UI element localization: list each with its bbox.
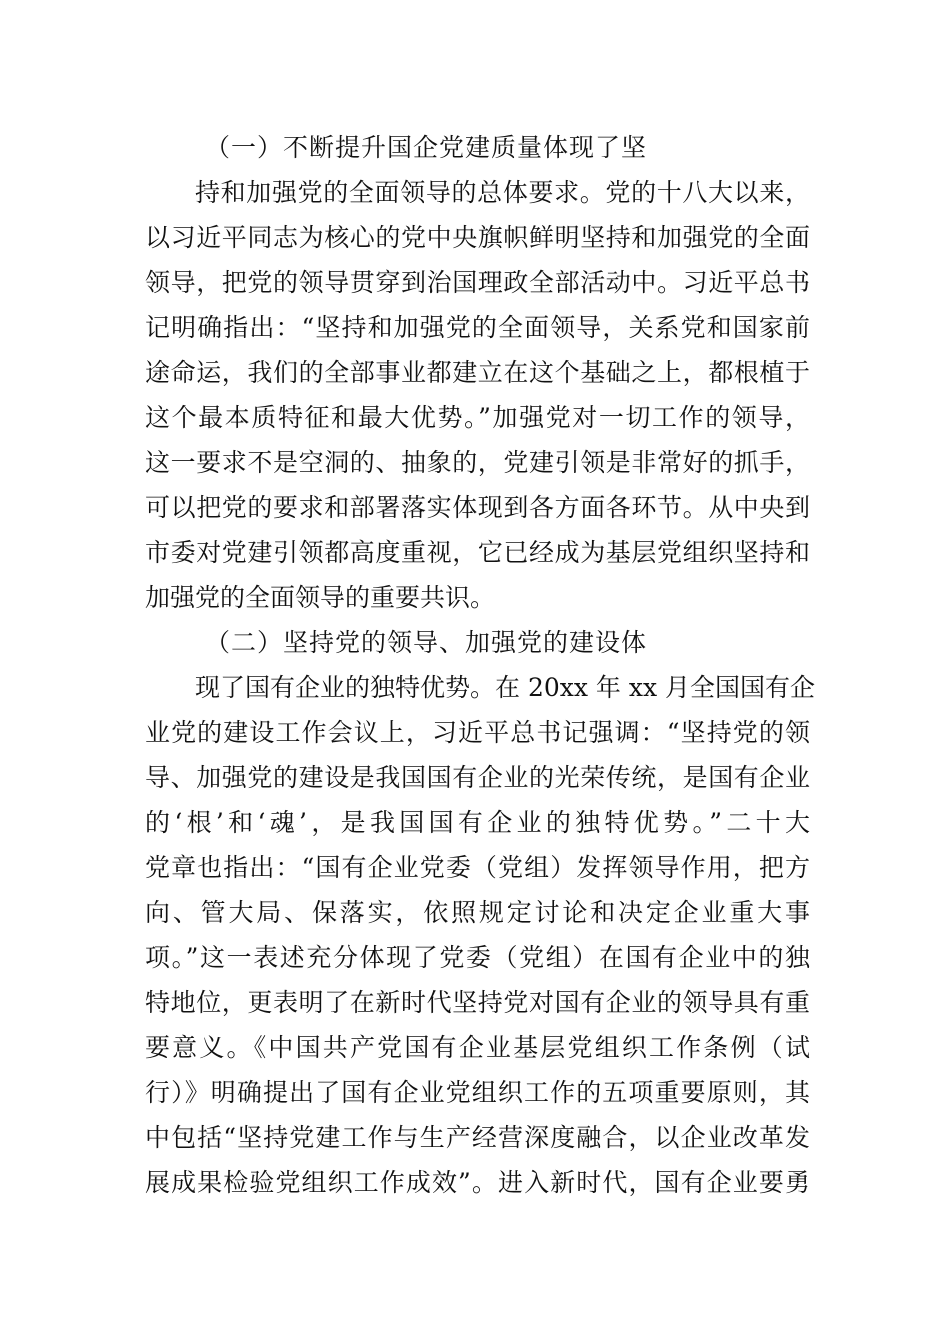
section-2-line-2: 业党的建设工作会议上，习近平总书记强调：“坚持党的领 xyxy=(145,718,810,747)
section-1-line-5: 途命运，我们的全部事业都建立在这个基础之上，都根植于 xyxy=(145,358,810,387)
section-2-line-10: 行）》明确提出了国有企业党组织工作的五项重要原则，其 xyxy=(145,1078,810,1107)
section-1-line-9: 市委对党建引领都高度重视，它已经成为基层党组织坚持和 xyxy=(145,538,810,567)
section-2-line-3: 导、加强党的建设是我国国有企业的光荣传统，是国有企业 xyxy=(145,763,810,792)
section-1-heading: （一）不断提升国企党建质量体现了坚 xyxy=(205,133,648,162)
section-2-line-1: 现了国有企业的独特优势。在 20xx 年 xx 月全国国有企 xyxy=(195,673,815,702)
section-2-line-6: 向、管大局、保落实，依照规定讨论和决定企业重大事 xyxy=(145,898,810,927)
section-1-line-8: 可以把党的要求和部署落实体现到各方面各环节。从中央到 xyxy=(145,493,810,522)
section-1-line-3: 领导，把党的领导贯穿到治国理政全部活动中。习近平总书 xyxy=(145,268,810,297)
section-1-line-6: 这个最本质特征和最大优势。”加强党对一切工作的领导， xyxy=(145,403,810,432)
section-1-line-7: 这一要求不是空洞的、抽象的，党建引领是非常好的抓手， xyxy=(145,448,810,477)
section-1-line-4: 记明确指出：“坚持和加强党的全面领导，关系党和国家前 xyxy=(145,313,810,342)
section-2-line-9: 要意义。《中国共产党国有企业基层党组织工作条例（试 xyxy=(145,1033,810,1062)
section-2-heading: （二）坚持党的领导、加强党的建设体 xyxy=(205,628,648,657)
section-1-line-10: 加强党的全面领导的重要共识。 xyxy=(145,583,496,612)
section-2-line-4: 的‘根’和‘魂’，是我国国有企业的独特优势。”二十大 xyxy=(145,808,810,837)
section-2-line-11: 中包括“坚持党建工作与生产经营深度融合，以企业改革发 xyxy=(145,1123,810,1152)
section-1-line-2: 以习近平同志为核心的党中央旗帜鲜明坚持和加强党的全面 xyxy=(145,223,810,252)
section-1-line-1: 持和加强党的全面领导的总体要求。党的十八大以来， xyxy=(195,178,810,207)
section-2-line-7: 项。”这一表述充分体现了党委（党组）在国有企业中的独 xyxy=(145,943,810,972)
section-2-line-8: 特地位，更表明了在新时代坚持党对国有企业的领导具有重 xyxy=(145,988,810,1017)
section-2-line-12: 展成果检验党组织工作成效”。进入新时代，国有企业要勇 xyxy=(145,1168,810,1197)
section-2-line-5: 党章也指出：“国有企业党委（党组）发挥领导作用，把方 xyxy=(145,853,810,882)
